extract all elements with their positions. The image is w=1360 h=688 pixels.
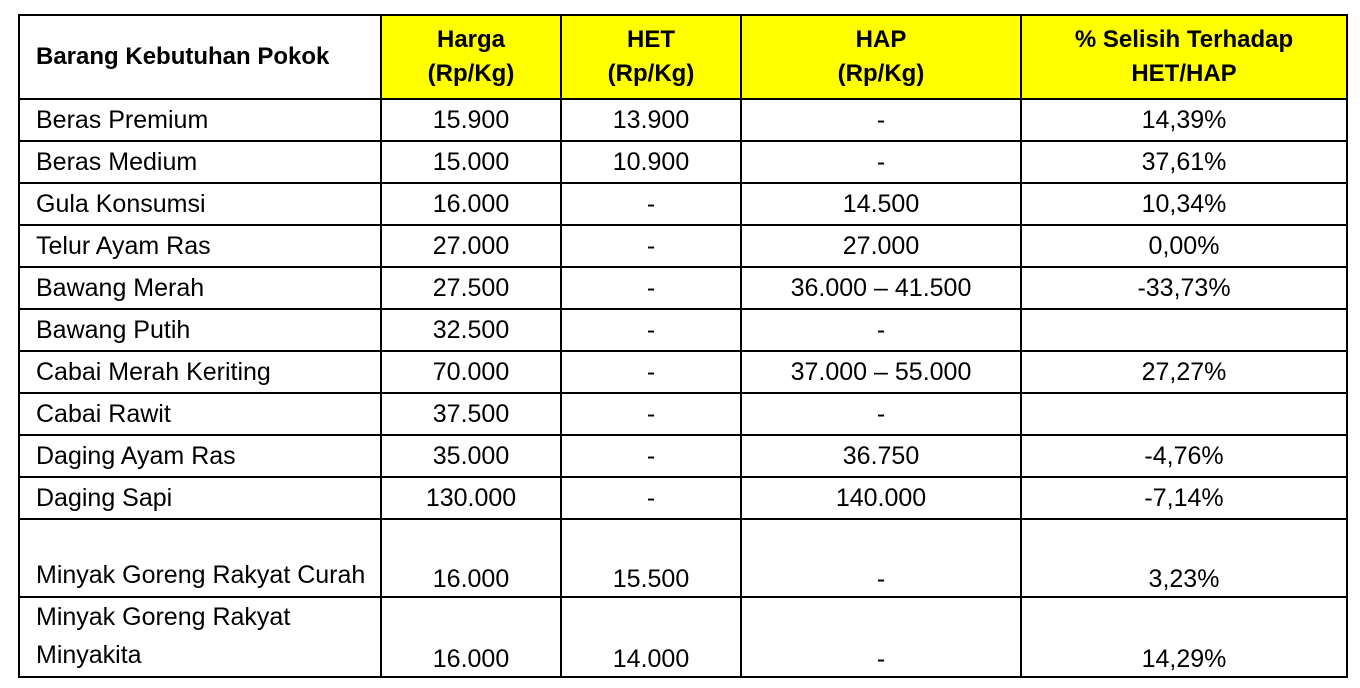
table-row <box>19 267 1347 309</box>
table-row <box>19 99 1347 141</box>
het-cell: - <box>561 267 741 309</box>
selisih-cell: -4,76% <box>1021 435 1347 477</box>
selisih-cell: 10,34% <box>1021 183 1347 225</box>
harga-cell: 15.900 <box>381 99 561 141</box>
selisih-cell: 37,61% <box>1021 141 1347 183</box>
harga-cell: 27.000 <box>381 225 561 267</box>
item-name: Beras Medium <box>19 141 381 183</box>
hap-cell: 36.000 – 41.500 <box>741 267 1021 309</box>
het-cell: - <box>561 225 741 267</box>
table-row <box>19 141 1347 183</box>
het-cell: - <box>561 309 741 351</box>
harga-cell: 32.500 <box>381 309 561 351</box>
selisih-cell <box>1021 393 1347 435</box>
harga-cell: 35.000 <box>381 435 561 477</box>
harga-cell: 15.000 <box>381 141 561 183</box>
hap-cell: 36.750 <box>741 435 1021 477</box>
header-row <box>19 15 1347 99</box>
harga-cell: 130.000 <box>381 477 561 519</box>
hap-cell: 140.000 <box>741 477 1021 519</box>
harga-cell: 16.000 <box>381 597 561 677</box>
het-cell: - <box>561 393 741 435</box>
hap-cell: 37.000 – 55.000 <box>741 351 1021 393</box>
item-name: Daging Sapi <box>19 477 381 519</box>
hap-cell: - <box>741 393 1021 435</box>
selisih-cell: 14,29% <box>1021 597 1347 677</box>
hap-cell: - <box>741 309 1021 351</box>
table-row <box>19 351 1347 393</box>
selisih-cell: 14,39% <box>1021 99 1347 141</box>
het-cell: 15.500 <box>561 519 741 597</box>
item-name: Daging Ayam Ras <box>19 435 381 477</box>
header-hap: HAP (Rp/Kg) <box>741 15 1021 99</box>
header-selisih: % Selisih Terhadap HET/HAP <box>1021 15 1347 99</box>
hap-cell: 27.000 <box>741 225 1021 267</box>
table-row <box>19 393 1347 435</box>
item-name: Beras Premium <box>19 99 381 141</box>
item-name: Cabai Rawit <box>19 393 381 435</box>
table-row <box>19 309 1347 351</box>
item-name: Minyak Goreng Rakyat Curah <box>19 519 381 597</box>
table-row <box>19 597 1347 677</box>
harga-cell: 70.000 <box>381 351 561 393</box>
harga-cell: 27.500 <box>381 267 561 309</box>
hap-cell: - <box>741 99 1021 141</box>
hap-cell: - <box>741 597 1021 677</box>
item-name: Gula Konsumsi <box>19 183 381 225</box>
selisih-cell <box>1021 309 1347 351</box>
item-name: Minyak Goreng Rakyat Minyakita <box>19 597 381 677</box>
table-row <box>19 225 1347 267</box>
harga-cell: 37.500 <box>381 393 561 435</box>
selisih-cell: -7,14% <box>1021 477 1347 519</box>
hap-cell: 14.500 <box>741 183 1021 225</box>
selisih-cell: -33,73% <box>1021 267 1347 309</box>
het-cell: 10.900 <box>561 141 741 183</box>
hap-cell: - <box>741 519 1021 597</box>
item-name: Cabai Merah Keriting <box>19 351 381 393</box>
table-row <box>19 183 1347 225</box>
het-cell: - <box>561 351 741 393</box>
item-name: Bawang Putih <box>19 309 381 351</box>
header-item: Barang Kebutuhan Pokok <box>19 15 381 99</box>
het-cell: 13.900 <box>561 99 741 141</box>
item-name: Telur Ayam Ras <box>19 225 381 267</box>
table-row <box>19 519 1347 597</box>
item-name: Bawang Merah <box>19 267 381 309</box>
hap-cell: - <box>741 141 1021 183</box>
het-cell: - <box>561 477 741 519</box>
harga-cell: 16.000 <box>381 519 561 597</box>
selisih-cell: 27,27% <box>1021 351 1347 393</box>
het-cell: - <box>561 435 741 477</box>
selisih-cell: 0,00% <box>1021 225 1347 267</box>
selisih-cell: 3,23% <box>1021 519 1347 597</box>
price-table <box>18 14 1348 678</box>
het-cell: - <box>561 183 741 225</box>
het-cell: 14.000 <box>561 597 741 677</box>
header-het: HET (Rp/Kg) <box>561 15 741 99</box>
table-row <box>19 477 1347 519</box>
table-row <box>19 435 1347 477</box>
harga-cell: 16.000 <box>381 183 561 225</box>
header-harga: Harga (Rp/Kg) <box>381 15 561 99</box>
